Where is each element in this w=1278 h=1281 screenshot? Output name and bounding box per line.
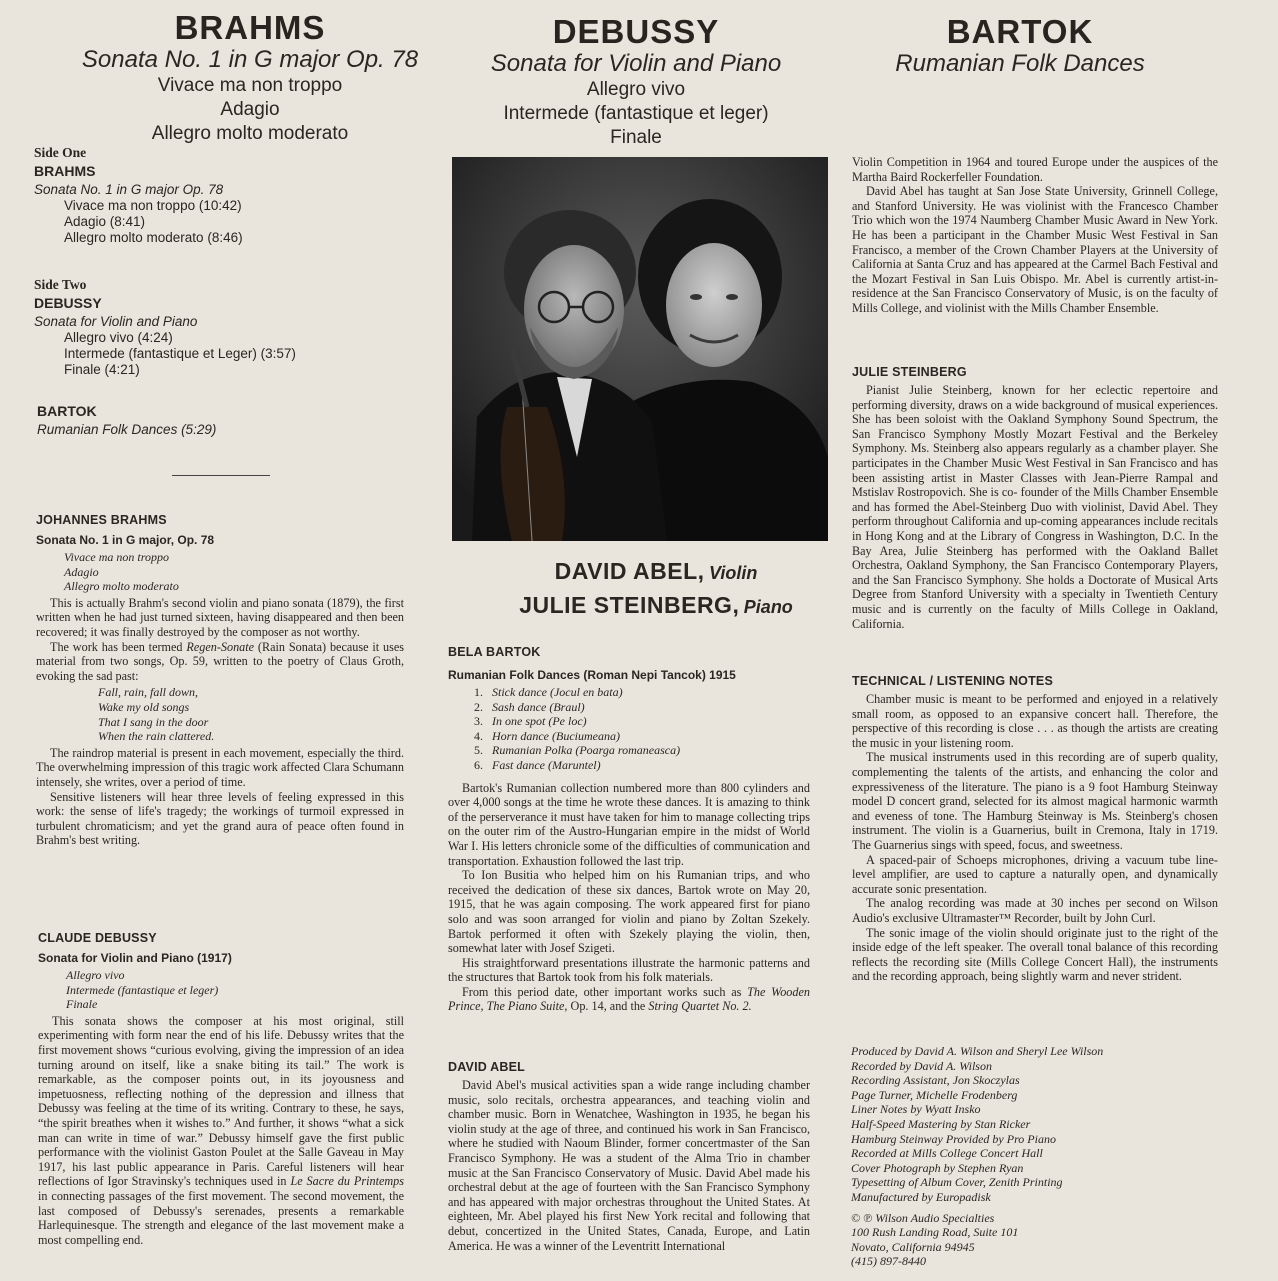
track-work: Sonata for Violin and Piano [34,314,198,329]
artist-instrument: Violin [709,563,758,583]
credit-line: Manufactured by Europadisk [851,1189,991,1204]
header-bartok [860,14,1180,78]
paragraph: The musical instruments used in this recording are of superb quality, complementing the talents of the artists, and enhancing the color and expressiveness of the literature. The piano is a 9 foot Hamburg Steinway model D concert grand, selected for its almost magical harmonic warmth and eveness of tone. The Hamburg Steinway is Ms. Steinberg's chosen instrument. The violin is a Guarnerius, built in Cremona, Italy in 1719. The Guarnerius sings with speed, focus, and sweetness. [852,750,1218,852]
track-composer: DEBUSSY [34,295,102,311]
movement: Vivace ma non troppo [157,75,343,96]
paragraph: A spaced-pair of Schoeps microphones, driving a vacuum tube line-level amplifier, are used to capture a naturally open, and dynamically accurate sonic presentation. [852,852,1218,896]
address-line: (415) 897-8440 [851,1254,926,1269]
poem-line: Wake my old songs [98,699,190,714]
address-line: 100 Rush Landing Road, Suite 101 [851,1225,1019,1240]
side-label: Side One [34,145,87,160]
track-item: Intermede (fantastique et Leger) (3:57) [64,346,296,361]
movement: Allegro molto moderato [151,123,349,144]
composer-heading: DEBUSSY [552,13,720,50]
technical-notes [852,673,1218,984]
paragraph: To Ion Busitia who helped him on his Rumanian trips, and who received the dedication of these six dances, Bartok wrote on May 20, 1915, that he was again composing. The work appeared first for piano solo and was soon arranged for violin and piano by Zoltan Szekely. Bartok performed it often with Szekely playing the violin, then, somewhat later with Josef Szigeti. [448,868,810,956]
artists-photograph [452,157,828,541]
work-title: Rumanian Folk Dances [895,50,1145,77]
section-title: DAVID ABEL [448,1060,525,1074]
poem-line: Fall, rain, fall down, [98,685,199,700]
divider [172,475,270,476]
track-work: Rumanian Folk Dances (5:29) [37,422,217,437]
movement: Allegro molto moderato [64,579,179,594]
paragraph: David Abel has taught at San Jose State University, Grinnell College, and Stanford University. He was violinist with the Francesco Chamber Trio which won the 1974 Naumberg Chamber Music Award in New York. He has been a participant in the Chamber Music West Festival in San Francisco, a member of the Crown Chamber Players at the University of California at Santa Cruz and has appeared at the Carmel Bach Festival and the Mozart Festival in San Luis Obispo. Mr. Abel is currently artist-in-residence at the San Francisco Conservatory of Music, is on the faculty of Mills College, and violinist with the Mills Chamber Ensemble. [852,184,1218,315]
movement: Allegro vivo [586,79,686,100]
list-item: 4. Horn dance (Buciumeana) [474,728,620,743]
artists-credit [446,556,866,624]
list-item: 5. Rumanian Polka (Poarga romaneasca) [474,743,681,758]
list-item: 1. Stick dance (Jocul en bata) [474,685,623,699]
section-title: TECHNICAL / LISTENING NOTES [852,674,1054,688]
section-subtitle: Sonata for Violin and Piano (1917) [38,951,232,965]
section-subtitle: Rumanian Folk Dances (Roman Nepi Tancok) 1915 [448,668,736,682]
track-item: Allegro vivo (4:24) [64,330,173,345]
track-item: Allegro molto moderato (8:46) [64,230,243,245]
credit-line: Cover Photograph by Stephen Ryan [851,1160,1024,1175]
track-composer: BRAHMS [34,163,96,179]
track-work: Sonata No. 1 in G major Op. 78 [34,182,224,197]
credit-line: Page Turner, Michelle Frodenberg [851,1087,1018,1102]
credit-line: Half-Speed Mastering by Stan Ricker [851,1116,1031,1131]
work-title: Sonata No. 1 in G major Op. 78 [81,46,419,73]
track-item: Adagio (8:41) [64,214,146,229]
credit-line: Liner Notes by Wyatt Insko [851,1102,981,1117]
paragraph: The raindrop material is present in each movement, especially the third. The overwhelming impression of this tragic work affected Clara Schumann intensely, she writes, over a period of time. [36,745,404,789]
movement: Finale [610,127,662,148]
artist-name: DAVID ABEL, [554,558,705,584]
composer-heading: BRAHMS [174,9,326,46]
credit-line: Typesetting of Album Cover, Zenith Printing [851,1175,1063,1190]
paragraph: Pianist Julie Steinberg, known for her eclectic repertoire and performing diversity, draws on a wide background of musical experiences. She has been soloist with the Oakland Symphony Sound Spectrum, the San Francisco Symphony Mostly Mozart Festival and the Berkeley Symphony. Ms. Steinberg also appears regularly as a chamber player. She participates in the Chamber Music West Festival in San Francisco and has been assisting artist in Master Classes with Jean-Pierre Rampal and Mstislav Rostropovich. She is co- founder of the Mills Chamber Ensemble and has formed the Abel-Steinberg Duo with violinist, David Abel. They perform throughout California and up-coming appearances include recitals in Hong Kong and at the Library of Congress in Washington, D.C. In the Bay Area, Julie Steinberg has performed with the Oakland Ballet Orchestra, Oakland Symphony, the San Francisco Contemporary Players, and the San Francisco Symphony. She holds a Doctorate of Musical Arts Degree from Stanford University with a specialty in Twentieth Century music and is currently on the faculty of Mills College in Oakland, California. [852,383,1218,631]
paragraph: From this period date, other important works such as The Wooden Prince, The Piano Suite, Op. 14, and the String Quartet No. 2. [448,984,810,1014]
poem-line: When the rain clattered. [98,729,215,744]
abel-bio-continued [852,155,1218,316]
list-item: 3. In one spot (Pe loc) [474,714,587,729]
artist-name: JULIE STEINBERG, [519,592,740,618]
movement: Adagio [220,99,280,120]
list-item: 6. Fast dance (Maruntel) [474,757,601,772]
movement: Intermede (fantastique et leger) [66,982,219,997]
paragraph: The analog recording was made at 30 inches per second on Wilson Audio's exclusive Ultramaster™ Recorder, built by John Curl. [852,896,1218,925]
address-line: Novato, California 94945 [851,1239,975,1254]
address-block [851,1211,1211,1269]
credit-line: Recorded by David A. Wilson [851,1058,992,1073]
paragraph: Bartok's Rumanian collection numbered more than 800 cylinders and over 4,000 songs at the time he wrote these dances. It is amazing to think of the perserverance it must have taken for him to manage collecting trips on the outer rim of the Austro-Hungarian empire in the midst of World War I. His letters chronicle some of the difficulties of communication and transportation. Exhaustion followed the last trip. [448,780,810,868]
tracklist-side-two [34,277,296,378]
artist-instrument: Piano [743,597,793,617]
header-debussy [446,14,826,150]
tracklist-bartok [37,401,216,438]
work-title: Sonata for Violin and Piano [490,50,782,77]
credit-line: Produced by David A. Wilson and Sheryl Lee Wilson [851,1044,1104,1058]
section-title: JULIE STEINBERG [852,365,967,379]
movement: Vivace ma non troppo [64,550,169,564]
section-subtitle: Sonata No. 1 in G major, Op. 78 [36,533,215,547]
track-composer: BARTOK [37,403,97,419]
paragraph: David Abel's musical activities span a wide range including chamber music, solo recitals, orchestra appearances, and teaching violin and chamber music. Born in Wenatchee, Washington in 1935, he began his violin study at the age of three, and continued his work in San Francisco, where he studied with Naoum Blinder, former concertmaster of the San Francisco Symphony. He was a student of the Alma Trio in chamber music at the San Francisco Conservatory of Music. David Abel made his orchestral debut at the age of fourteen with the San Francisco Symphony and has appeared with major orchestras throughout the United States. At eighteen, Mr. Abel played his first New York recital and following that debut, concertized in the United States, Canada, Europe, and Latin America. He was a winner of the Leventritt International [448,1078,810,1253]
credit-line: Hamburg Steinway Provided by Pro Piano [851,1131,1056,1146]
section-title: CLAUDE DEBUSSY [38,931,157,945]
brahms-notes [36,512,404,848]
bartok-notes [448,644,810,1014]
list-item: 2. Sash dance (Braul) [474,699,585,714]
paragraph: Chamber music is meant to be performed and enjoyed in a relatively small room, as opposed to an expansive concert hall. Therefore, the perspective of this recording is close . . . as though the artists are creating the music in your listening room. [852,692,1218,750]
paragraph: Violin Competition in 1964 and toured Europe under the auspices of the Martha Baird Rockerfeller Foundation. [852,155,1218,184]
section-title: JOHANNES BRAHMS [36,513,167,527]
debussy-notes [38,930,404,1247]
production-credits [851,1044,1211,1269]
movement: Adagio [64,564,99,579]
movement: Allegro vivo [66,968,125,982]
composer-heading: BARTOK [946,13,1094,50]
paragraph: His straightforward presentations illustrate the harmonic patterns and the structures that Bartok took from his folk materials. [448,955,810,985]
paragraph: Sensitive listeners will hear three levels of feeling expressed in this work: the sense of life's tragedy; the workings of turmoil expressed in turbulent chromaticism; and yet the grand aura of peace often found in Brahm's best writing. [36,789,404,848]
paragraph: This is actually Brahm's second violin and piano sonata (1879), the first written when he had just turned sixteen, having disappeared and then been recovered; it was finally destroyed by the composer as not worthy. [36,595,404,639]
credit-line: Recording Assistant, Jon Skoczylas [851,1073,1020,1088]
portrait-illustration [452,157,828,541]
paragraph: The sonic image of the violin should originate just to the right of the inside edge of the left speaker. The overall tonal balance of this recording reflects the recording site (Mills College Concert Hall), the instruments and the recording approach, being slightly warm and never strident. [852,925,1218,984]
track-item: Finale (4:21) [64,362,140,377]
track-item: Vivace ma non troppo (10:42) [64,198,242,213]
side-label: Side Two [34,277,87,292]
address-line: © ℗ Wilson Audio Specialties [851,1210,995,1225]
credit-line: Recorded at Mills College Concert Hall [851,1146,1043,1161]
section-title: BELA BARTOK [448,645,541,659]
movement: Intermede (fantastique et leger) [503,103,769,124]
header-brahms [40,10,460,146]
paragraph: The work has been termed Regen-Sonate (Rain Sonata) because it uses material from two songs, Op. 59, written to the poetry of Claus Groth, evoking the sad past: [36,639,404,683]
tracklist-side-one [34,145,243,246]
poem-line: That I sang in the door [98,714,209,729]
movement: Finale [66,997,98,1012]
abel-bio [448,1059,810,1253]
paragraph: This sonata shows the composer at his most original, still experimenting with form near the end of his life. Debussy writes that the first movement shows “curious evolving, giving the impression of an idea turning around on itself, like a snake biting its tail.” The work is remarkable, as the composer points out, in its joyousness and impetuosness, reflecting nothing of the depression and illness that Debussy was feeling at the time of its writing. Contrary to these, he says, “the spirit breathes when it wishes to.” And further, it shows “what a sick man can write in time of war.” Debussy himself gave the first public performance with the violinist Gaston Poulet at the Salle Gaveau in May 1917, his last public appearance in Paris. Careful listeners will hear reflections of Igor Stravinsky's techniques used in Le Sacre du Printemps in connecting passages of the first movement. The second movement, the last composed of Debussy's serenades, presents a remarkable Harlequinesque. The strength and elegance of the last movement make a most compelling end. [38,1013,405,1247]
steinberg-bio [852,364,1218,631]
